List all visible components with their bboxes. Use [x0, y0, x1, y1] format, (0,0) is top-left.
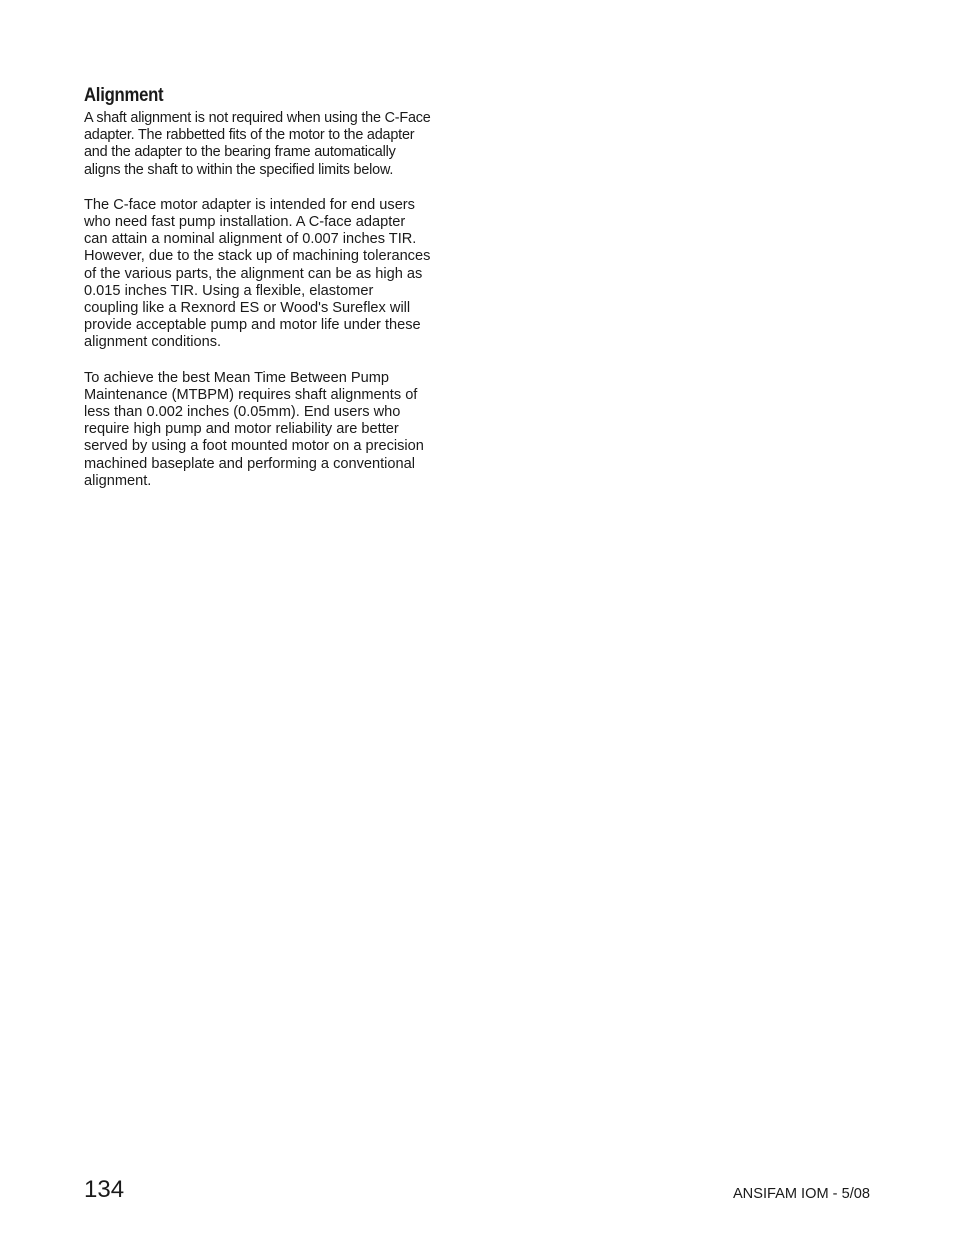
paragraph-nominal-alignment: The C-face motor adapter is intended for end users who need fast pump installation. A C-face adapter can attain a nominal alignment of 0.007 inches TIR. However, due to the stack up of machining tolerances of the various parts, the alignment can be as high as 0.015 inches TIR. Using a flexible, elastomer coupling like a Rexnord ES or Wood's Sureflex will provide acceptable pump and motor life under these alignment conditions. — [84, 196, 431, 351]
page-number: 134 — [84, 1176, 125, 1203]
paragraph-mtbpm: To achieve the best Mean Time Between Pump Maintenance (MTBPM) requires shaft alignments of less than 0.002 inches (0.05mm). End users who require high pump and motor reliability are better served by using a foot mounted motor on a precision machined baseplate and performing a conventional alignment. — [84, 369, 424, 489]
section-heading: Alignment — [84, 85, 164, 106]
document-id: ANSIFAM IOM - 5/08 — [732, 1186, 870, 1202]
paragraph-c-face-adapter: A shaft alignment is not required when using the C-Face adapter. The rabbetted fits of the motor to the adapter and the adapter to the bearing frame automatically aligns the shaft to within the specified limits below. — [84, 110, 431, 178]
alignment-section — [84, 84, 464, 490]
